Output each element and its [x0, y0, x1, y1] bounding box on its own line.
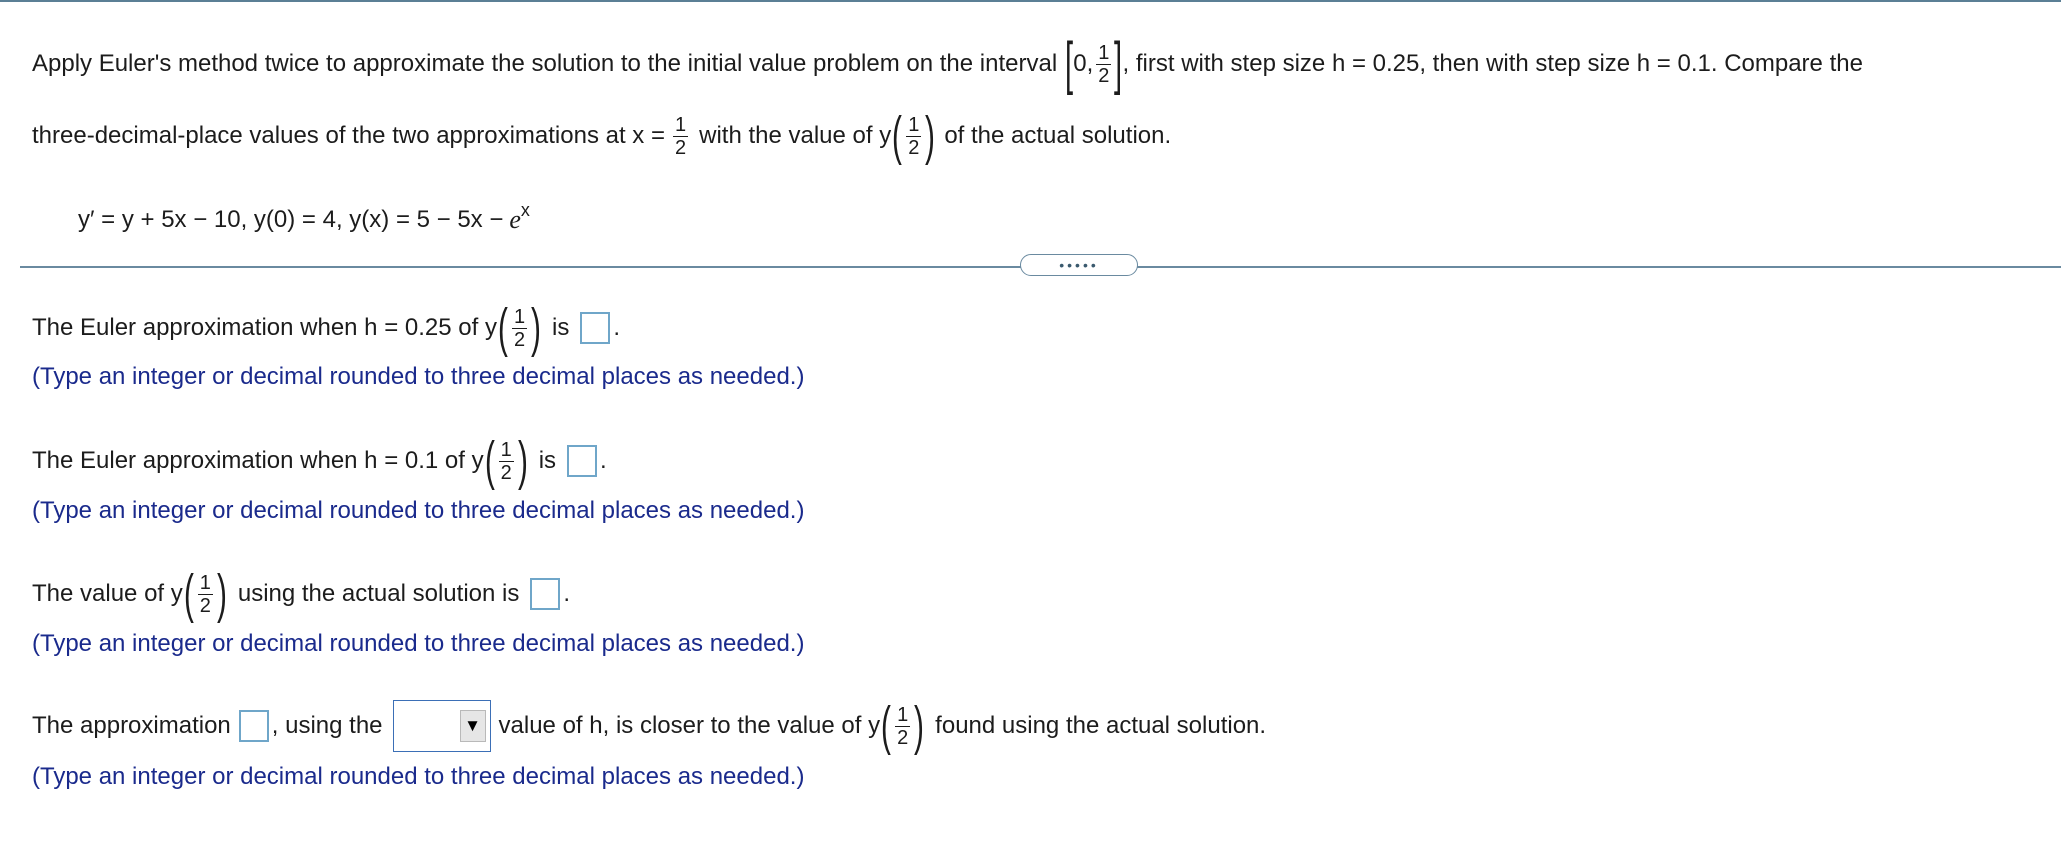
question-punctuation: . — [600, 447, 607, 474]
question-text: The Euler approximation when h = 0.1 of y — [32, 447, 484, 474]
question-text: found using the actual solution. — [935, 712, 1267, 739]
interval-expression — [1065, 31, 1123, 96]
fraction: $\frac{1}{2}$ — [199, 571, 211, 617]
problem-text: of the actual solution. — [944, 122, 1172, 149]
dropdown-arrow-icon[interactable]: ▼ — [460, 710, 486, 742]
left-paren: ( — [881, 696, 892, 756]
left-bracket: [ — [1065, 31, 1074, 96]
right-paren: ) — [216, 564, 227, 624]
problem-text: with the value of y — [699, 122, 892, 149]
question-text: using the actual solution is — [237, 580, 520, 607]
question-text: The approximation — [32, 712, 231, 739]
ivp-exponential-base: e — [509, 205, 521, 234]
question-text: value of h, is closer to the value of y — [498, 712, 881, 739]
question-punctuation: . — [613, 314, 621, 341]
answer-input-h025[interactable] — [580, 312, 610, 344]
step-size-dropdown[interactable] — [393, 700, 491, 752]
answer-input-h01[interactable] — [567, 445, 597, 477]
ivp-equation — [78, 200, 530, 240]
question-3 — [32, 558, 570, 630]
interval-start: 0, — [1073, 50, 1094, 77]
fraction: $\frac{1}{2}$ — [500, 438, 512, 484]
right-paren: ) — [914, 696, 925, 756]
hint-text: (Type an integer or decimal rounded to three decimal places as needed.) — [32, 630, 805, 657]
fraction: $\frac{1}{2}$ — [675, 113, 687, 159]
question-1 — [32, 292, 620, 364]
right-paren: ) — [925, 106, 936, 166]
fraction: $\frac{1}{2}$ — [897, 703, 909, 749]
problem-text: Apply Euler's method twice to approximate the solution to the initial value problem on the interval — [32, 50, 1058, 77]
problem-text: three-decimal-place values of the two approximations at x = — [32, 122, 665, 149]
hint-text: (Type an integer or decimal rounded to three decimal places as needed.) — [32, 497, 805, 524]
question-text: , using the — [271, 712, 383, 739]
ivp-exponent: x — [520, 199, 530, 220]
question-4 — [32, 690, 1266, 762]
question-2 — [32, 425, 607, 497]
right-paren: ) — [517, 431, 528, 491]
left-paren: ( — [497, 298, 508, 358]
answer-input-closer-approximation[interactable] — [239, 710, 269, 742]
question-text: is — [538, 447, 557, 474]
right-bracket: ] — [1114, 31, 1123, 96]
hint-text: (Type an integer or decimal rounded to three decimal places as needed.) — [32, 763, 805, 790]
question-text: The Euler approximation when h = 0.25 of y — [32, 314, 497, 341]
fraction: $\frac{1}{2}$ — [908, 113, 920, 159]
fraction: $\frac{1}{2}$ — [1098, 41, 1110, 87]
question-text: is — [552, 314, 570, 341]
question-punctuation: . — [563, 580, 571, 607]
expand-more-button[interactable]: ••••• — [1020, 254, 1138, 276]
ivp-text: y′ = y + 5x − 10, y(0) = 4, y(x) = 5 − 5x − — [78, 206, 504, 233]
left-paren: ( — [183, 564, 194, 624]
answer-input-actual[interactable] — [530, 578, 560, 610]
fraction: $\frac{1}{2}$ — [513, 305, 526, 351]
problem-line-2 — [32, 100, 1171, 172]
left-paren: ( — [892, 106, 903, 166]
hint-text: (Type an integer or decimal rounded to three decimal places as needed.) — [32, 363, 805, 390]
question-text: The value of y — [32, 580, 183, 607]
right-paren: ) — [531, 298, 542, 358]
left-paren: ( — [484, 431, 495, 491]
top-border — [0, 0, 2061, 2]
problem-line-1 — [32, 28, 1863, 100]
problem-text: , first with step size h = 0.25, then with step size h = 0.1. Compare the — [1122, 50, 1863, 77]
